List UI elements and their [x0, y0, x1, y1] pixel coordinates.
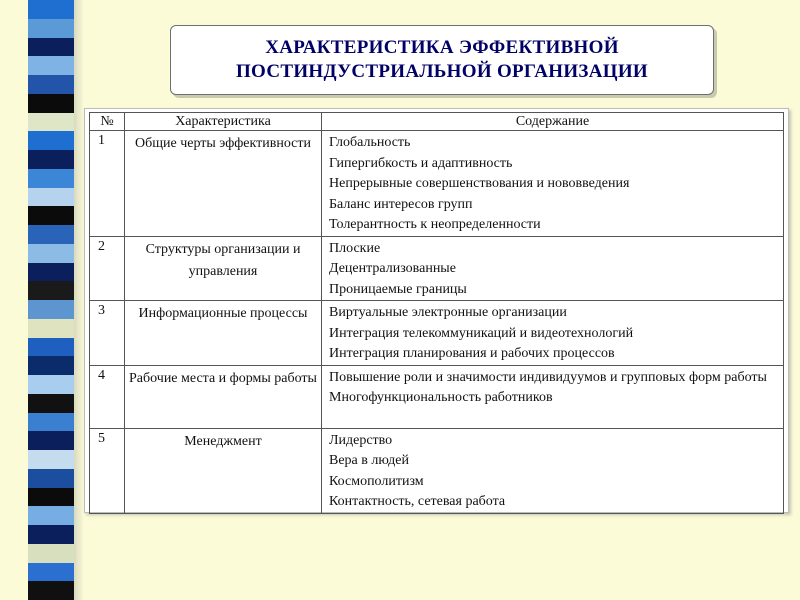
content-item: Глобальность — [329, 135, 411, 150]
row-number: 4 — [90, 365, 125, 428]
content-item: Многофункциональность работников — [329, 390, 553, 405]
row-characteristic: Информационные процессы — [125, 301, 322, 366]
decorative-stripe — [28, 413, 74, 432]
decorative-stripe — [28, 150, 74, 169]
decorative-stripe — [28, 131, 74, 150]
row-content — [322, 131, 784, 237]
table-row — [90, 236, 784, 301]
decorative-stripe — [28, 394, 74, 413]
content-item: Лидерство — [329, 432, 393, 448]
row-number: 3 — [90, 301, 125, 366]
row-content — [322, 236, 784, 301]
decorative-stripe — [28, 281, 74, 300]
decorative-stripe — [28, 169, 74, 188]
content-item: Баланс интересов групп — [329, 196, 473, 212]
content-item: Гипергибкость и адаптивность — [329, 155, 513, 171]
header-content: Содержание — [322, 113, 784, 131]
decorative-stripe — [28, 0, 74, 19]
table-row — [90, 131, 784, 237]
row-characteristic: Менеджмент — [125, 428, 322, 513]
content-item: Плоские — [329, 240, 381, 256]
table-row — [90, 365, 784, 428]
row-number: 2 — [90, 236, 125, 301]
slide-title-box — [170, 25, 714, 95]
decorative-stripe — [28, 225, 74, 244]
content-item: Непрерывные совершенствования и нововведения — [329, 176, 630, 191]
decorative-stripe — [28, 431, 74, 450]
row-number: 1 — [90, 131, 125, 237]
decorative-stripe — [28, 94, 74, 113]
decorative-stripe — [28, 544, 74, 563]
decorative-stripe — [28, 206, 74, 225]
decorative-stripe — [28, 319, 74, 338]
row-characteristic: Структуры организации и управления — [125, 236, 322, 301]
table-row — [90, 301, 784, 366]
row-content — [322, 365, 784, 428]
content-item: Космополитизм — [329, 473, 424, 489]
content-item: Интеграция планирования и рабочих процессов — [329, 346, 615, 361]
decorative-stripe — [28, 506, 74, 525]
header-number: № — [90, 113, 125, 131]
slide-title-line-1: ХАРАКТЕРИСТИКА ЭФФЕКТИВНОЙ — [265, 37, 619, 58]
row-characteristic: Общие черты эффективности — [125, 131, 322, 237]
stripe-column — [28, 0, 74, 600]
content-item: Контактность, сетевая работа — [329, 494, 506, 509]
row-characteristic: Рабочие места и формы работы — [125, 365, 322, 428]
decorative-stripe — [28, 375, 74, 394]
decorative-stripe — [28, 263, 74, 282]
content-item: Вера в людей — [329, 453, 409, 468]
content-item: Интеграция телекоммуникаций и видеотехнологий — [329, 325, 634, 341]
decorative-stripe — [28, 75, 74, 94]
row-content — [322, 301, 784, 366]
content-item: Проницаемые границы — [329, 281, 467, 297]
decorative-stripe — [28, 38, 74, 57]
decorative-stripe-panel — [0, 0, 82, 600]
content-item: Виртуальные электронные организации — [329, 305, 567, 320]
characteristics-table — [89, 112, 784, 514]
content-item: Децентрализованные — [329, 261, 456, 276]
decorative-stripe — [28, 356, 74, 375]
decorative-stripe — [28, 338, 74, 357]
decorative-stripe — [28, 450, 74, 469]
decorative-stripe — [28, 188, 74, 207]
decorative-stripe — [28, 19, 74, 38]
decorative-stripe — [28, 581, 74, 600]
stripe-shadow — [74, 0, 84, 600]
characteristics-table-panel — [84, 108, 789, 513]
decorative-stripe — [28, 525, 74, 544]
decorative-stripe — [28, 56, 74, 75]
header-characteristic: Характеристика — [125, 113, 322, 131]
decorative-stripe — [28, 563, 74, 582]
decorative-stripe — [28, 113, 74, 132]
slide-title-line-2: ПОСТИНДУСТРИАЛЬНОЙ ОРГАНИЗАЦИИ — [235, 61, 649, 82]
decorative-stripe — [28, 244, 74, 263]
content-item: Повышение роли и значимости индивидуумов и групповых форм работы — [329, 369, 767, 385]
row-content — [322, 428, 784, 513]
table-row — [90, 428, 784, 513]
content-item: Толерантность к неопределенности — [329, 217, 541, 232]
decorative-stripe — [28, 300, 74, 319]
decorative-stripe — [28, 469, 74, 488]
decorative-stripe — [28, 488, 74, 507]
row-number: 5 — [90, 428, 125, 513]
table-header-row — [90, 113, 784, 131]
